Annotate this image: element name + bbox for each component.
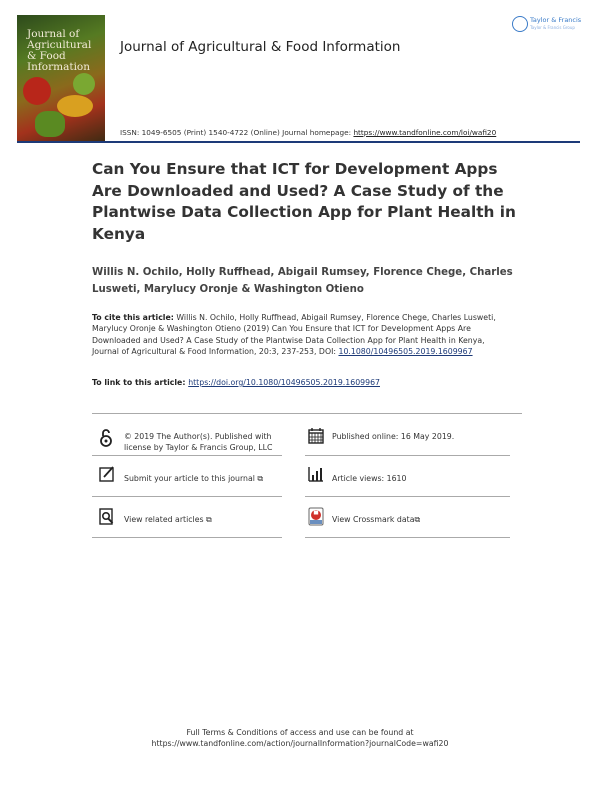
submit-article-link[interactable]: Submit your article to this journal ⧉ (124, 474, 263, 483)
header-rule (17, 141, 580, 143)
submit-edit-icon (99, 466, 115, 482)
citation-label: To cite this article: (92, 313, 174, 322)
author-list: Willis N. Ochilo, Holly Ruffhead, Abigail Rumsey, Florence Chege, Charles Lusweti, Marylucy Oronje & Washington Otieno (92, 267, 513, 295)
cover-vegetable-shape (73, 73, 95, 95)
cover-tomato-shape (23, 77, 51, 105)
journal-title: Journal of Agricultural & Food Information (120, 39, 401, 55)
publisher-logo-icon (512, 16, 528, 32)
article-link-label: To link to this article: (92, 378, 189, 387)
open-access-icon (99, 428, 113, 448)
publisher-logo[interactable] (512, 16, 581, 32)
cover-title: Journal of Agricultural & Food Information (27, 28, 92, 73)
calendar-icon (308, 428, 324, 444)
external-link-icon: ⧉ (414, 515, 421, 524)
license-text: © 2019 The Author(s). Published with license by Taylor & Francis Group, LLC (124, 432, 273, 452)
divider (305, 455, 510, 456)
cover-grain-shape (57, 95, 93, 117)
publisher-logo-sub: Taylor & Francis Group (530, 25, 575, 30)
cover-leaf-shape (35, 111, 65, 137)
citation-block: To cite this article: Willis N. Ochilo, Holly Ruffhead, Abigail Rumsey, Florence Chege, Charles Lusweti, Marylucy Oronje & Washington Otieno (2019) Can You Ensure that ICT for Development Apps Are Downloaded and Used? A Case Study of the Plantwise Data Collection App for Plant Health in Kenya, Journal of Agricultural & Food Information, 20:3, 237-253, DOI: 10.1080/10496505.2019.1609967 (92, 313, 496, 356)
footer-terms-url[interactable]: https://www.tandfonline.com/action/journalInformation?journalCode=wafi20 (151, 739, 449, 748)
divider (92, 496, 282, 497)
journal-cover-image (17, 15, 105, 143)
footer-terms (0, 727, 600, 749)
journal-homepage-link[interactable]: https://www.tandfonline.com/loi/wafi20 (353, 128, 497, 137)
divider (305, 537, 510, 538)
doi-link[interactable]: 10.1080/10496505.2019.1609967 (338, 346, 473, 356)
bar-chart-icon (308, 466, 324, 482)
published-date: Published online: 16 May 2019. (332, 432, 455, 441)
publisher-logo-name: Taylor & Francis (530, 16, 582, 24)
article-url-link[interactable]: https://doi.org/10.1080/10496505.2019.1609967 (188, 378, 380, 387)
related-articles-link[interactable]: View related articles ⧉ (124, 515, 212, 524)
divider (92, 413, 522, 414)
crossmark-icon (308, 507, 324, 526)
article-link-line (92, 378, 380, 387)
article-views: Article views: 1610 (332, 474, 407, 483)
issn-line: ISSN: 1049-6505 (Print) 1540-4722 (Online) Journal homepage: https://www.tandfonline.com/loi/wafi20 (120, 128, 497, 137)
divider (92, 455, 282, 456)
divider (92, 537, 282, 538)
article-title: Can You Ensure that ICT for Development Apps Are Downloaded and Used? A Case Study of the Plantwise Data Collection App for Plant Health in Kenya (92, 160, 516, 243)
footer-terms-text: Full Terms & Conditions of access and use can be found at (186, 728, 414, 737)
related-articles-icon (99, 508, 115, 525)
external-link-icon: ⧉ (206, 515, 212, 524)
crossmark-link[interactable]: View Crossmark data⧉ (332, 515, 421, 524)
external-link-icon: ⧉ (257, 474, 263, 483)
divider (305, 496, 510, 497)
